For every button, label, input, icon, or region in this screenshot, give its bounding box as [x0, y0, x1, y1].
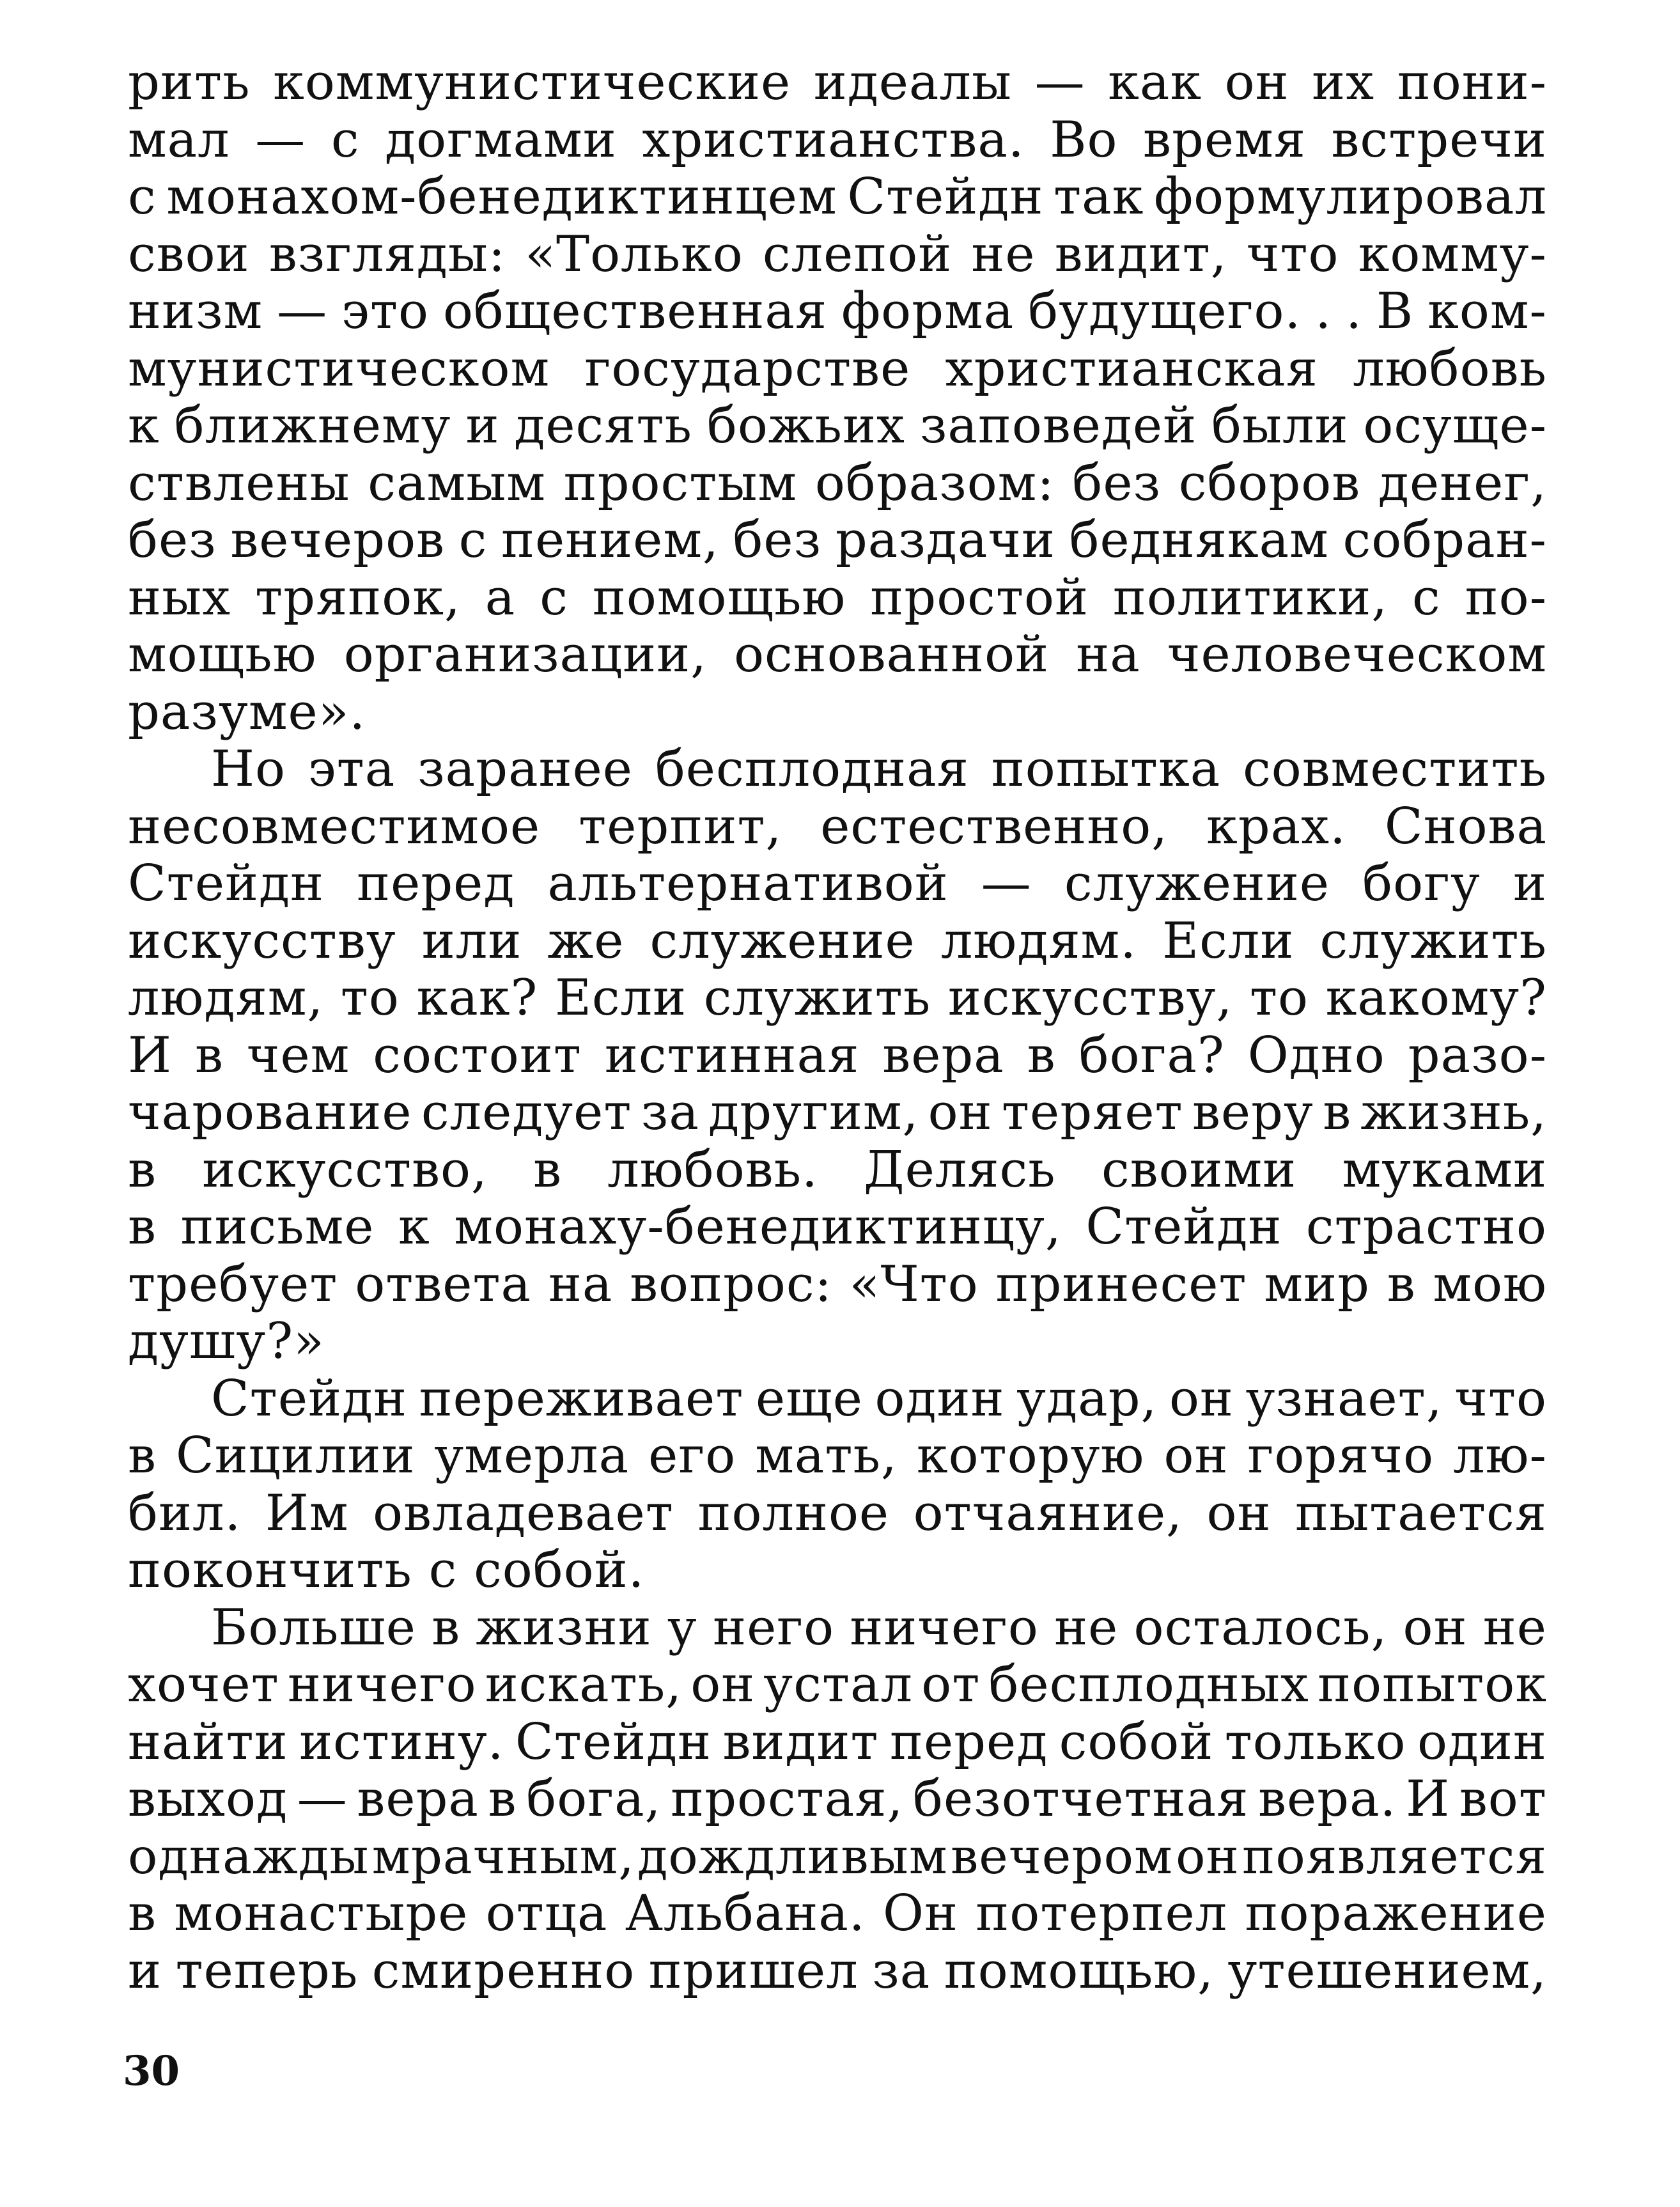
- text-line: требует ответа на вопрос: «Что принесет мир в мою: [128, 1255, 1547, 1313]
- text-line: ствлены самым простым образом: без сборов денег,: [128, 454, 1547, 512]
- paragraph-2: [128, 741, 1547, 1371]
- text-line: мощью организации, основанной на человеческом: [128, 626, 1547, 683]
- text-line: покончить с собой.: [128, 1541, 645, 1599]
- text-line: в искусство, в любовь. Делясь своими муками: [128, 1141, 1547, 1199]
- text-line: выход — вера в бога, простая, безотчетная вера. И вот: [128, 1770, 1547, 1828]
- paragraph-1: [128, 54, 1547, 741]
- text-line: душу?»: [128, 1313, 325, 1370]
- paragraph-4: [128, 1600, 1547, 2000]
- text-line: свои взгляды: «Только слепой не видит, что комму-: [128, 225, 1547, 283]
- text-line: чарование следует за другим, он теряет веру в жизнь,: [128, 1084, 1547, 1141]
- text-line: найти истину. Стейдн видит перед собой только один: [128, 1713, 1547, 1771]
- text-line: в письме к монаху-бенедиктинцу, Стейдн страстно: [128, 1198, 1547, 1256]
- text-line: к ближнему и десять божьих заповедей были осуще-: [128, 397, 1547, 455]
- text-line: несовместимое терпит, естественно, крах. Снова: [128, 797, 1547, 855]
- text-line: в Сицилии умерла его мать, которую он горячо лю-: [128, 1427, 1547, 1485]
- text-line: мунистическом государстве христианская любовь: [128, 339, 1547, 398]
- text-line: бил. Им овладевает полное отчаяние, он пытается: [128, 1484, 1547, 1542]
- text-line: рить коммунистические идеалы — как он их пони-: [128, 54, 1547, 111]
- text-line: разуме».: [128, 683, 366, 741]
- text-line: людям, то как? Если служить искусству, то какому?: [128, 969, 1547, 1027]
- page-number: 30: [123, 2047, 180, 2095]
- text-line: низм — это общественная форма будущего. . . В ком-: [128, 283, 1547, 340]
- text-line: и теперь смиренно пришел за помощью, утешением,: [128, 1942, 1547, 2000]
- text-line: Но эта заранее бесплодная попытка совместить: [211, 740, 1547, 798]
- text-line: Больше в жизни у него ничего не осталось, он не: [211, 1598, 1547, 1657]
- text-line: с монахом-бенедиктинцем Стейдн так формулировал: [128, 168, 1547, 226]
- paragraph-3: [128, 1371, 1547, 1600]
- text-line: Стейдн перед альтернативой — служение богу и: [128, 855, 1547, 912]
- text-line: хочет ничего искать, он устал от бесплодных попыток: [128, 1656, 1547, 1713]
- text-line: Стейдн переживает еще один удар, он узнает, что: [211, 1369, 1547, 1428]
- text-line: искусству или же служение людям. Если служить: [128, 912, 1547, 970]
- text-line: ных тряпок, а с помощью простой политики, с по-: [128, 568, 1547, 627]
- text-line: в монастыре отца Альбана. Он потерпел поражение: [128, 1885, 1547, 1942]
- text-line: И в чем состоит истинная вера в бога? Одно разо-: [128, 1026, 1547, 1084]
- text-line: мал — с догмами христианства. Во время встречи: [128, 111, 1547, 169]
- text-line: однажды мрачным, дождливым вечером он появляется: [128, 1828, 1547, 1885]
- text-line: без вечеров с пением, без раздачи беднякам собран-: [128, 511, 1547, 569]
- body-text: [128, 54, 1547, 2000]
